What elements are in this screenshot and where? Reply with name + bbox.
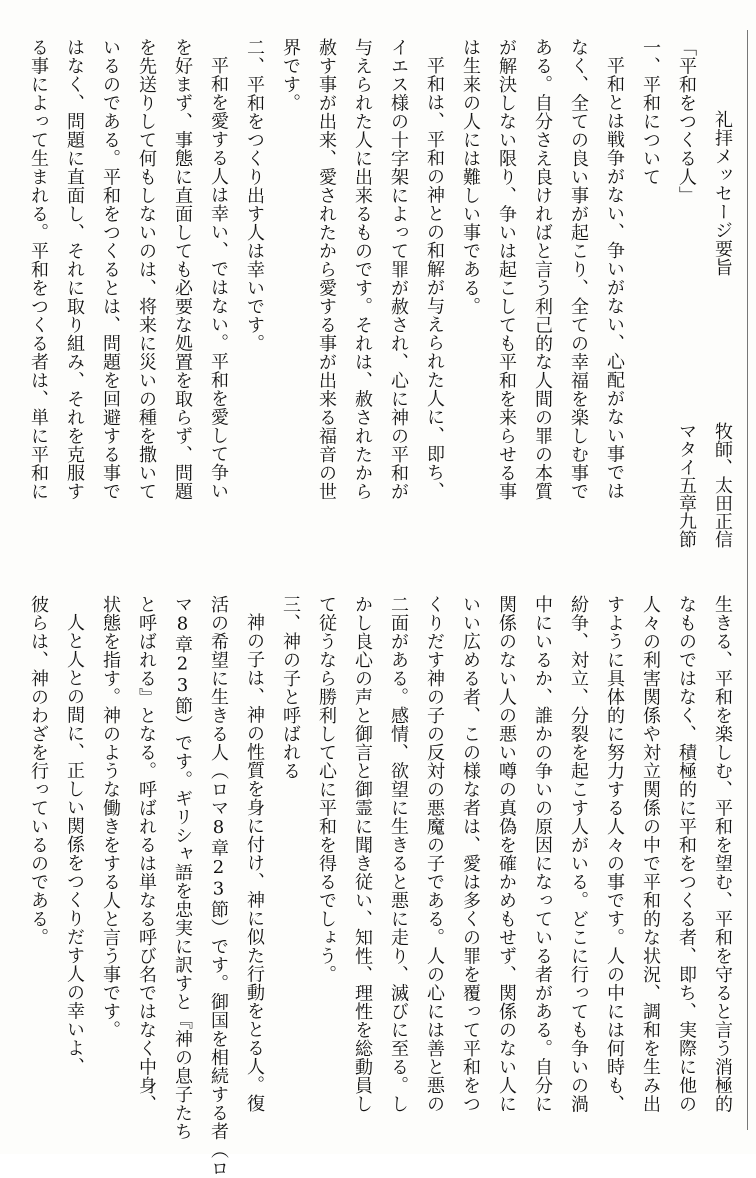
heading-line: 礼拝メッセージ要旨 bbox=[712, 110, 733, 277]
body-line: 平和は、平和の神との和解が与えられた人に、即ち、 bbox=[424, 56, 445, 500]
body-line: 与えられた人に出来るものです。それは、赦されたから bbox=[352, 38, 373, 501]
body-line: いい広める者、この様な者は、愛は多くの罪を覆って平和をつ bbox=[460, 595, 481, 1113]
body-line: なものではなく、積極的に平和をつくる者、即ち、実際に他の bbox=[676, 595, 697, 1113]
body-line: 活の希望に生きる人（ロマ8章23節）です。御国を相続する者（ロ bbox=[208, 595, 229, 1178]
body-line: 平和を愛する人は幸い、ではない。平和を愛して争い bbox=[208, 56, 229, 500]
body-line: 神の子は、神の性質を身に付け、神に似た行動をとる人。復 bbox=[244, 613, 265, 1113]
section-heading-1: 一、平和について bbox=[640, 38, 661, 186]
body-line: 人々の利害関係や対立関係の中で平和的な状況、調和を生み出 bbox=[640, 595, 661, 1113]
body-line: なく、全ての良い事が起こり、全ての幸福を楽しむ事で bbox=[568, 38, 589, 501]
message-bottom-section bbox=[20, 595, 740, 1178]
body-line: と呼ばれる』となる。呼ばれるは単なる呼び名ではなく中身、 bbox=[136, 595, 157, 1113]
body-line: 二面がある。感情、欲望に生きると悪に走り、滅びに至る。し bbox=[388, 595, 409, 1113]
section-heading-2: 二、平和をつくり出す人は幸いです。 bbox=[244, 38, 265, 353]
body-line: マ8章23節）です。ギリシャ語を忠実に訳すと『神の息子たち bbox=[172, 595, 193, 1141]
scripture-reference: マタイ五章九節 bbox=[676, 422, 697, 548]
body-line: 生きる、平和を楽しむ、平和を望む、平和を守ると言う消極的 bbox=[712, 595, 733, 1113]
pastor-name: 牧師、太田正信 bbox=[712, 422, 733, 548]
body-line: 紛争、対立、分裂を起こす人がいる。どこに行っても争いの渦 bbox=[568, 595, 589, 1113]
body-line: て従うなら勝利して心に平和を得るでしょう。 bbox=[316, 595, 337, 984]
body-line: は生来の人には難しい事である。 bbox=[460, 38, 481, 316]
body-line: かし良心の声と御言と御霊に聞き従い、知性、理性を総動員し bbox=[352, 595, 373, 1113]
body-line: る事によって生まれる。平和をつくる者は、単に平和に bbox=[28, 38, 49, 501]
body-line: 界です。 bbox=[280, 38, 301, 112]
signature-block bbox=[668, 422, 740, 548]
body-line: を先送りして何もしないのは、将来に災いの種を撒いて bbox=[136, 38, 157, 501]
body-line: いるのである。平和をつくるとは、問題を回避する事で bbox=[100, 38, 121, 501]
sermon-title: 「平和をつくる人」 bbox=[676, 38, 697, 205]
body-line: 状態を指す。神のような働きをする人と言う事です。 bbox=[100, 595, 121, 1039]
page-edge-rule bbox=[747, 30, 748, 1130]
body-line: 関係のない人の悪い噂の真偽を確かめもせず、関係のない人に bbox=[496, 595, 517, 1113]
body-line: 平和とは戦争がない、争いがない、心配がない事では bbox=[604, 56, 625, 500]
message-top-section bbox=[20, 38, 740, 573]
body-line: 赦す事が出来、愛されたから愛する事が出来る福音の世 bbox=[316, 38, 337, 501]
body-line: ある。自分さえ良ければと言う利己的な人間の罪の本質 bbox=[532, 38, 553, 501]
body-line: くりだす神の子の反対の悪魔の子である。人の心には善と悪の bbox=[424, 595, 445, 1113]
body-line: が解決しない限り、争いは起こしても平和を来らせる事 bbox=[496, 38, 517, 501]
body-line: 彼らは、神のわざを行っているのである。 bbox=[28, 595, 49, 947]
body-line: 人と人との間に、正しい関係をつくりだす人の幸いよ、 bbox=[64, 613, 85, 1076]
body-line: はなく、問題に直面し、それに取り組み、それを克服す bbox=[64, 38, 85, 501]
body-line: すように具体的に努力する人々の事です。人の中には何時も、 bbox=[604, 595, 625, 1113]
section-heading-3: 三、神の子と呼ばれる bbox=[280, 595, 301, 780]
body-line: 中にいるか、誰かの争いの原因になっている者がある。自分に bbox=[532, 595, 553, 1113]
body-line: を好まず、事態に直面しても必要な処置を取らず、問題 bbox=[172, 38, 193, 501]
body-line: イエス様の十字架によって罪が赦され、心に神の平和が bbox=[388, 38, 409, 501]
